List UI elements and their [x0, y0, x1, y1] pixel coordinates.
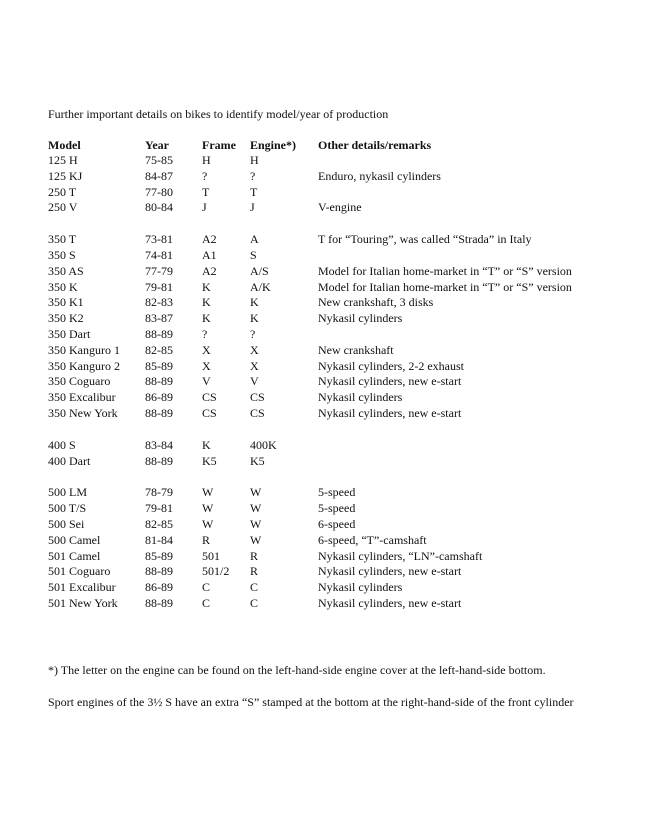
cell-model: 350 K2: [48, 311, 84, 325]
cell-year: 86-89: [145, 580, 173, 594]
cell-model: 125 H: [48, 153, 78, 167]
cell-engine: 400K: [250, 438, 277, 452]
cell-engine: X: [250, 359, 259, 373]
cell-engine: A/K: [250, 280, 271, 294]
cell-frame: K: [202, 280, 211, 294]
cell-other: New crankshaft: [318, 343, 394, 357]
cell-year: 81-84: [145, 533, 173, 547]
cell-model: 350 AS: [48, 264, 84, 278]
cell-frame: W: [202, 485, 214, 499]
cell-engine: R: [250, 549, 259, 563]
cell-year: 88-89: [145, 374, 173, 388]
cell-other: Nykasil cylinders, “LN”-camshaft: [318, 549, 483, 563]
cell-frame: R: [202, 533, 211, 547]
cell-engine: C: [250, 580, 259, 594]
header-frame: Frame: [202, 138, 236, 152]
cell-other: Enduro, nykasil cylinders: [318, 169, 441, 183]
cell-frame: A2: [202, 264, 217, 278]
cell-model: 350 K1: [48, 295, 84, 309]
cell-other: Nykasil cylinders, new e-start: [318, 564, 462, 578]
cell-year: 79-81: [145, 280, 173, 294]
cell-model: 350 S: [48, 248, 76, 262]
cell-year: 82-85: [145, 343, 173, 357]
cell-model: 500 Sei: [48, 517, 85, 531]
cell-frame: K: [202, 295, 211, 309]
cell-engine: CS: [250, 406, 265, 420]
cell-engine: K: [250, 311, 259, 325]
cell-frame: ?: [202, 169, 208, 183]
cell-other: 5-speed: [318, 501, 356, 515]
cell-year: 84-87: [145, 169, 173, 183]
cell-year: 88-89: [145, 327, 173, 341]
cell-other: Nykasil cylinders, new e-start: [318, 406, 462, 420]
cell-frame: X: [202, 343, 211, 357]
cell-year: 80-84: [145, 200, 173, 214]
cell-engine: K: [250, 295, 259, 309]
cell-frame: K5: [202, 454, 217, 468]
sport-note: Sport engines of the 3½ S have an extra “S” stamped at the bottom at the right-hand-side of the front cylinder: [48, 695, 574, 709]
cell-engine: A: [250, 232, 259, 246]
cell-frame: W: [202, 501, 214, 515]
cell-frame: 501/2: [202, 564, 230, 578]
cell-model: 125 KJ: [48, 169, 83, 183]
cell-engine: K5: [250, 454, 265, 468]
cell-other: 5-speed: [318, 485, 356, 499]
cell-year: 82-83: [145, 295, 173, 309]
cell-engine: W: [250, 485, 262, 499]
cell-model: 501 Camel: [48, 549, 101, 563]
cell-other: New crankshaft, 3 disks: [318, 295, 434, 309]
cell-other: Nykasil cylinders: [318, 390, 403, 404]
cell-engine: S: [250, 248, 257, 262]
cell-frame: K: [202, 438, 211, 452]
cell-frame: C: [202, 580, 211, 594]
cell-model: 500 LM: [48, 485, 87, 499]
cell-model: 250 T: [48, 185, 77, 199]
cell-frame: T: [202, 185, 210, 199]
cell-engine: T: [250, 185, 258, 199]
cell-engine: J: [250, 200, 255, 214]
cell-other: Nykasil cylinders: [318, 311, 403, 325]
cell-model: 500 T/S: [48, 501, 87, 515]
cell-frame: CS: [202, 390, 217, 404]
cell-year: 83-84: [145, 438, 173, 452]
cell-year: 75-85: [145, 153, 173, 167]
cell-other: T for “Touring”, was called “Strada” in Italy: [318, 232, 532, 246]
cell-other: V-engine: [318, 200, 362, 214]
intro-text: Further important details on bikes to identify model/year of production: [48, 107, 389, 121]
cell-year: 79-81: [145, 501, 173, 515]
cell-model: 350 New York: [48, 406, 118, 420]
cell-year: 85-89: [145, 359, 173, 373]
cell-other: Model for Italian home-market in “T” or “S” version: [318, 280, 572, 294]
cell-model: 350 Dart: [48, 327, 91, 341]
cell-model: 400 S: [48, 438, 76, 452]
cell-year: 88-89: [145, 564, 173, 578]
cell-engine: X: [250, 343, 259, 357]
cell-frame: 501: [202, 549, 220, 563]
cell-frame: X: [202, 359, 211, 373]
cell-model: 250 V: [48, 200, 78, 214]
cell-engine: C: [250, 596, 259, 610]
cell-engine: ?: [250, 327, 256, 341]
cell-engine: V: [250, 374, 259, 388]
cell-engine: H: [250, 153, 259, 167]
cell-engine: ?: [250, 169, 256, 183]
cell-engine: W: [250, 517, 262, 531]
cell-year: 73-81: [145, 232, 173, 246]
cell-frame: V: [202, 374, 211, 388]
cell-year: 83-87: [145, 311, 173, 325]
cell-engine: CS: [250, 390, 265, 404]
cell-engine: W: [250, 501, 262, 515]
cell-frame: CS: [202, 406, 217, 420]
cell-other: Nykasil cylinders: [318, 580, 403, 594]
cell-frame: K: [202, 311, 211, 325]
cell-engine: R: [250, 564, 259, 578]
cell-year: 82-85: [145, 517, 173, 531]
cell-year: 77-80: [145, 185, 173, 199]
cell-model: 500 Camel: [48, 533, 101, 547]
cell-frame: J: [202, 200, 207, 214]
cell-model: 350 Kanguro 1: [48, 343, 120, 357]
cell-model: 501 New York: [48, 596, 118, 610]
cell-other: Nykasil cylinders, new e-start: [318, 374, 462, 388]
cell-other: Nykasil cylinders, new e-start: [318, 596, 462, 610]
cell-engine: W: [250, 533, 262, 547]
cell-year: 78-79: [145, 485, 173, 499]
footnote: *) The letter on the engine can be found on the left-hand-side engine cover at the left-hand-side bottom.: [48, 663, 546, 677]
cell-frame: H: [202, 153, 211, 167]
cell-model: 350 Excalibur: [48, 390, 116, 404]
cell-other: 6-speed, “T”-camshaft: [318, 533, 427, 547]
header-engine: Engine*): [250, 138, 297, 152]
cell-model: 400 Dart: [48, 454, 91, 468]
header-model: Model: [48, 138, 81, 152]
cell-model: 350 Kanguro 2: [48, 359, 120, 373]
cell-year: 74-81: [145, 248, 173, 262]
cell-year: 86-89: [145, 390, 173, 404]
cell-model: 350 K: [48, 280, 78, 294]
cell-model: 350 Coguaro: [48, 374, 111, 388]
cell-engine: A/S: [250, 264, 269, 278]
cell-year: 88-89: [145, 406, 173, 420]
header-other: Other details/remarks: [318, 138, 432, 152]
cell-model: 501 Excalibur: [48, 580, 116, 594]
cell-frame: W: [202, 517, 214, 531]
cell-frame: ?: [202, 327, 208, 341]
cell-model: 350 T: [48, 232, 77, 246]
cell-year: 88-89: [145, 454, 173, 468]
cell-year: 85-89: [145, 549, 173, 563]
header-year: Year: [145, 138, 169, 152]
cell-frame: C: [202, 596, 211, 610]
cell-year: 88-89: [145, 596, 173, 610]
cell-model: 501 Coguaro: [48, 564, 111, 578]
cell-other: 6-speed: [318, 517, 356, 531]
cell-year: 77-79: [145, 264, 173, 278]
cell-other: Model for Italian home-market in “T” or “S” version: [318, 264, 572, 278]
cell-other: Nykasil cylinders, 2-2 exhaust: [318, 359, 464, 373]
cell-frame: A1: [202, 248, 217, 262]
cell-frame: A2: [202, 232, 217, 246]
